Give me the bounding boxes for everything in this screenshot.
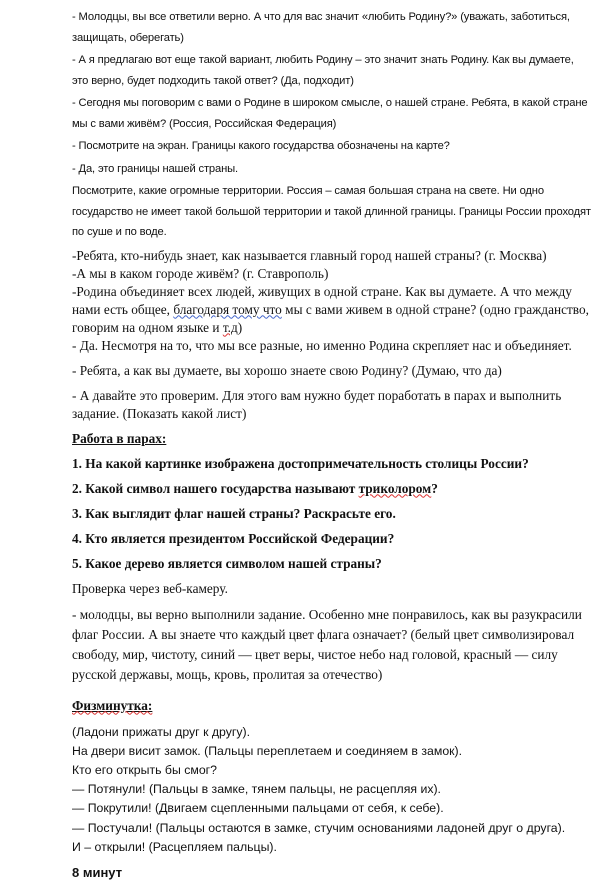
question-4: 4. Кто является президентом Российской Федерации?: [72, 530, 395, 546]
fizminutka-line: — Покрутили! (Двигаем сцепленными пальцами от себя, к себе).: [72, 801, 444, 816]
fizminutka-line: — Постучали! (Пальцы остаются в замке, стучим основаниями ладоней друг о друга).: [72, 820, 566, 835]
question-5: 5. Какое дерево является символом нашей страны?: [72, 555, 382, 571]
paragraph-love-motherland: - Молодцы, вы все ответили верно. А что для вас значит «любить Родину?» (уважать, заботиться, защищать, оберегать): [72, 11, 570, 44]
grammar-marked-text: благодаря тому что: [173, 301, 282, 317]
dialog-line: -Родина объединяет всех людей, живущих в одной стране. Как вы думаете. А что между нами есть общее, благодаря тому что мы с вами живем в одной стране? (одно гражданство, говорим на одном языке и т.д): [72, 283, 589, 335]
fizminutka-text: [72, 723, 592, 857]
dialog-line: - Да. Несмотря на то, что мы все разные, но именно Родина скрепляет нас и объединяет.: [72, 337, 572, 353]
dialog-line: - Ребята, а как вы думаете, вы хорошо знаете свою Родину? (Думаю, что да): [72, 362, 502, 378]
fizminutka-line: На двери висит замок. (Пальцы переплетаем и соединяем в замок).: [72, 743, 463, 758]
question-1: 1. На какой картинке изображена достопримечательность столицы России?: [72, 455, 529, 471]
paragraph-country: - Сегодня мы поговорим с вами о Родине в широком смысле, о нашей стране. Ребята, в какой стране мы с вами живём? (Россия, Российская Федерация): [72, 97, 588, 130]
spelling-marked-text: т.д: [222, 319, 238, 335]
dialog-block: [72, 247, 592, 423]
duration-label: 8 минут: [72, 864, 123, 880]
praise-paragraph: - молодцы, вы верно выполнили задание. Особенно мне понравилось, как вы разукрасили флаг России. А вы знаете что каждый цвет флага означает? (белый цвет символизировал свободу, мир, чистоту, синий — цвет веры, чистое небо над головой, красный — силу русской державы, мощь, кровь, пролитая за отечество): [72, 606, 582, 682]
paragraph-borders: - Да, это границы нашей страны.: [72, 162, 238, 175]
dialog-line: -Ребята, кто-нибудь знает, как называется главный город нашей страны? (г. Москва): [72, 247, 547, 263]
fizminutka-line: — Потянули! (Пальцы в замке, тянем пальцы, не расцепляя их).: [72, 782, 441, 797]
pair-work-heading: Работа в парах:: [72, 430, 167, 446]
dialog-line: -А мы в каком городе живём? (г. Ставрополь): [72, 265, 329, 281]
paragraph-screen: - Посмотрите на экран. Границы какого государства обозначены на карте?: [72, 140, 450, 152]
question-3: 3. Как выглядит флаг нашей страны? Раскрасьте его.: [72, 505, 396, 521]
fizminutka-line: Кто его открыть бы смог?: [72, 762, 217, 777]
check-text: Проверка через веб-камеру.: [72, 580, 228, 596]
spelling-marked-text: триколором: [358, 480, 432, 496]
paragraph-territory: Посмотрите, какие огромные территории. Россия – самая большая страна на свете. Ни одно государство не имеет такой большой территории и такой длинной границы. Границы России проходят по суше и по воде.: [72, 185, 591, 238]
paragraph-know-motherland: - А я предлагаю вот еще такой вариант, любить Родину – это значит знать Родину. Как вы думаете, это верно, будет подходить такой ответ? (Да, подходит): [72, 54, 574, 87]
fizminutka-line: (Ладони прижаты друг к другу).: [72, 724, 251, 739]
fizminutka-heading: Физминутка:: [72, 697, 153, 713]
question-2: 2. Какой символ нашего государства называют триколором?: [72, 480, 438, 496]
fizminutka-line: И – открыли! (Расцепляем пальцы).: [72, 839, 277, 854]
dialog-line: - А давайте это проверим. Для этого вам нужно будет поработать в парах и выполнить задание. (Показать какой лист): [72, 387, 562, 421]
